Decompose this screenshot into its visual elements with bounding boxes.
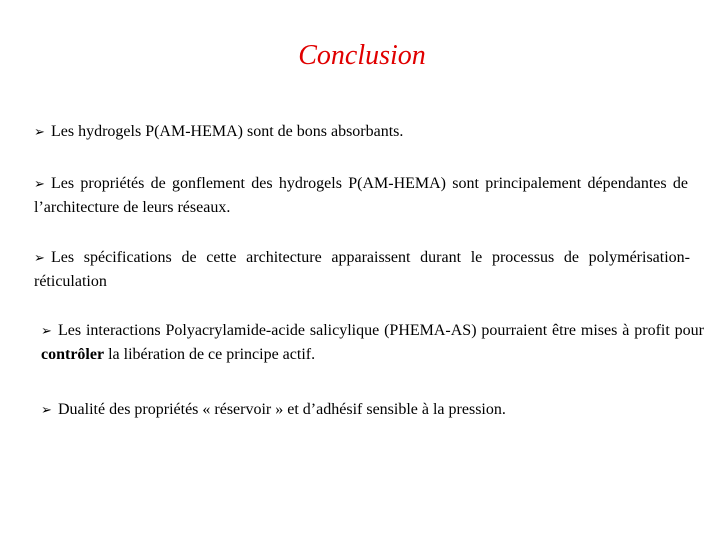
arrow-bullet-icon: ➢: [41, 403, 52, 418]
arrow-bullet-icon: ➢: [41, 324, 52, 339]
bullet-text: Dualité des propriétés « réservoir » et d’adhésif sensible à la pression.: [58, 401, 506, 418]
bullet-text: Les spécifications de cette architecture apparaissent durant le processus de polymérisation-réticulation: [34, 249, 690, 290]
bullet-item: [34, 246, 690, 293]
bullet-item: [34, 120, 694, 144]
slide-title: Conclusion: [298, 40, 426, 71]
bullet-text: Les interactions Polyacrylamide-acide salicylique (PHEMA-AS) pourraient être mises à profit pour: [58, 322, 704, 339]
arrow-bullet-icon: ➢: [34, 251, 45, 266]
arrow-bullet-icon: ➢: [34, 125, 45, 140]
bullet-item: [34, 172, 688, 219]
bullet-text-emphasis: contrôler: [41, 346, 105, 363]
bullet-text: Les propriétés de gonflement des hydrogels P(AM-HEMA) sont principalement dépendantes de l’architecture de leurs réseaux.: [34, 175, 688, 216]
bullet-text: la libération de ce principe actif.: [104, 346, 316, 363]
bullet-text: Les hydrogels P(AM-HEMA) sont de bons absorbants.: [51, 123, 404, 140]
bullet-item: [41, 398, 701, 422]
arrow-bullet-icon: ➢: [34, 177, 45, 192]
bullet-item: [41, 319, 704, 366]
